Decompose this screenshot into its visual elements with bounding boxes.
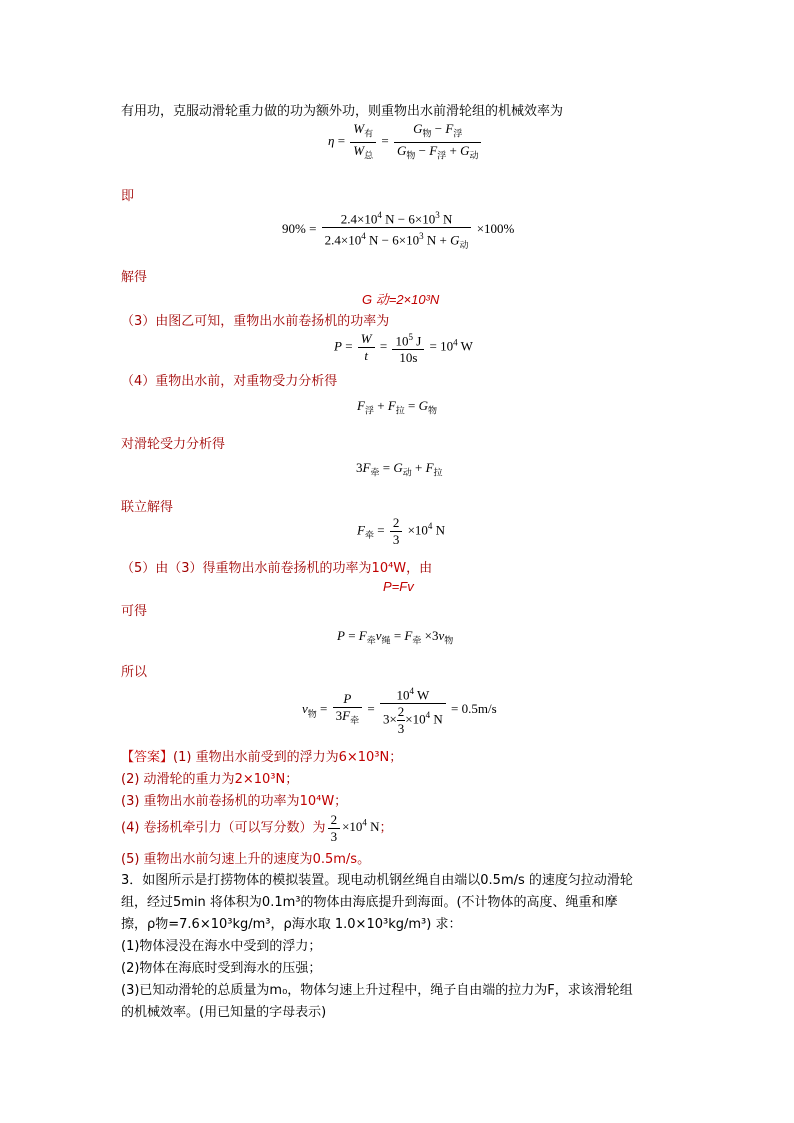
equation-force-balance-pulley: $3F_牵 = G_动 + F_拉$	[356, 460, 443, 478]
equation-efficiency: η = $\frac{W_有}{W_总}$ = $\frac{G_物 - F_浮}{G_物 - F_浮 + G_动}$	[328, 121, 483, 163]
answer-1-value: 6×10³N	[338, 750, 390, 765]
answer-1-semicolon: ；	[389, 750, 403, 765]
equation-power-velocity: $P = F_牵v_绳 = F_牵 \times 3v_物$	[337, 628, 454, 646]
text-line-ji: 即	[121, 189, 135, 204]
answer-4-value: $\frac{2}{3}$ $\times 10^4$ N	[326, 819, 380, 834]
answer-2-semicolon: ；	[285, 772, 299, 787]
text-line-part4: （4）重物出水前，对重物受力分析得	[121, 374, 338, 389]
answer-2	[121, 768, 298, 787]
text-line-suoyi: 所以	[121, 665, 148, 680]
equation-power: P = $\frac{W}{t}$ = $\frac{10^5 J}{10s}$ = $10^4$ W	[334, 329, 473, 366]
equation-velocity: $v_物$ = $\frac{P}{3F_牵}$ = $10^4$ W 3× $\frac{2}{3}$ $\times 10^4$ N = 0.5m/s	[302, 683, 497, 737]
answer-5-end: 。	[357, 852, 371, 867]
text-line-part5	[121, 557, 432, 576]
text-line-combined: 联立解得	[121, 500, 174, 515]
equation-90-percent: 90% = $\frac{2.4\times 10^4 N - 6\times 10^3 N}{2.4\times 10^4 N - 6\times 10^3 N + G_动}$ ×100%	[282, 207, 514, 253]
answer-3-semicolon: ；	[334, 794, 348, 809]
text-line-part3: （3）由图乙可知，重物出水前卷扬机的功率为	[121, 314, 390, 329]
problem3-question2: (2)物体在海底时受到海水的压强；	[121, 961, 322, 976]
text-line-pulley-analysis: 对滑轮受力分析得	[121, 437, 226, 452]
text-line-kede: 可得	[121, 604, 148, 619]
problem3-question3: (3)已知动滑轮的总质量为m₀，物体匀速上升过程中，绳子自由端的拉力为F，求该滑轮组	[121, 983, 633, 998]
problem3-question3-cont: 的机械效率。(用已知量的字母表示)	[121, 1005, 327, 1020]
part5-tail: ，由	[406, 561, 433, 576]
result-g-dynamic: G 动=2×10³N	[362, 292, 440, 307]
problem3-line2: 组，经过5min 将体积为0.1m³的物体由海底提升到海面。(不计物体的高度、绳重和摩	[121, 895, 618, 910]
answer-3	[121, 790, 347, 809]
answer-5-value: 0.5m/s	[312, 852, 358, 867]
part5-text: （5）由（3）得重物出水前卷扬机的功率为	[121, 561, 372, 576]
answer-2-text: (2) 动滑轮的重力为	[121, 772, 235, 787]
answer-5-text: (5) 重物出水前匀速上升的速度为	[121, 852, 313, 867]
answer-3-text: (3) 重物出水前卷扬机的功率为	[121, 794, 300, 809]
problem3-question1: (1)物体浸没在海水中受到的浮力；	[121, 939, 322, 954]
result-p-fv: P=Fv	[383, 579, 414, 594]
answer-4-semicolon: ；	[379, 820, 393, 836]
answer-2-value: 2×10³N	[234, 772, 286, 787]
part5-power-value: 10⁴W	[371, 561, 407, 576]
answer-3-value: 10⁴W	[299, 794, 335, 809]
answer-1-text: (1) 重物出水前受到的浮力为	[173, 750, 339, 765]
answer-5	[121, 848, 370, 867]
equation-traction-force: $F_牵$ = $\frac{2}{3}$ $\times 10^4$ N	[357, 515, 446, 547]
text-line-jiede: 解得	[121, 270, 148, 285]
answer-4-text: (4) 卷扬机牵引力（可以写分数）为	[121, 820, 326, 836]
answer-4	[121, 812, 393, 845]
answer-1	[121, 746, 402, 765]
problem3-line3: 擦，ρ物=7.6×10³kg/m³，ρ海水取 1.0×10³kg/m³) 求：	[121, 917, 462, 932]
answer-bracket: 【答案】	[121, 750, 174, 765]
text-line-efficiency: 有用功，克服动滑轮重力做的功为额外功，则重物出水前滑轮组的机械效率为	[121, 104, 564, 119]
equation-force-balance-object: $F_浮 + F_拉 = G_物$	[357, 398, 438, 416]
problem3-line1: 3．如图所示是打捞物体的模拟装置。现电动机钢丝绳自由端以0.5m/s 的速度匀拉动滑轮	[121, 873, 633, 888]
